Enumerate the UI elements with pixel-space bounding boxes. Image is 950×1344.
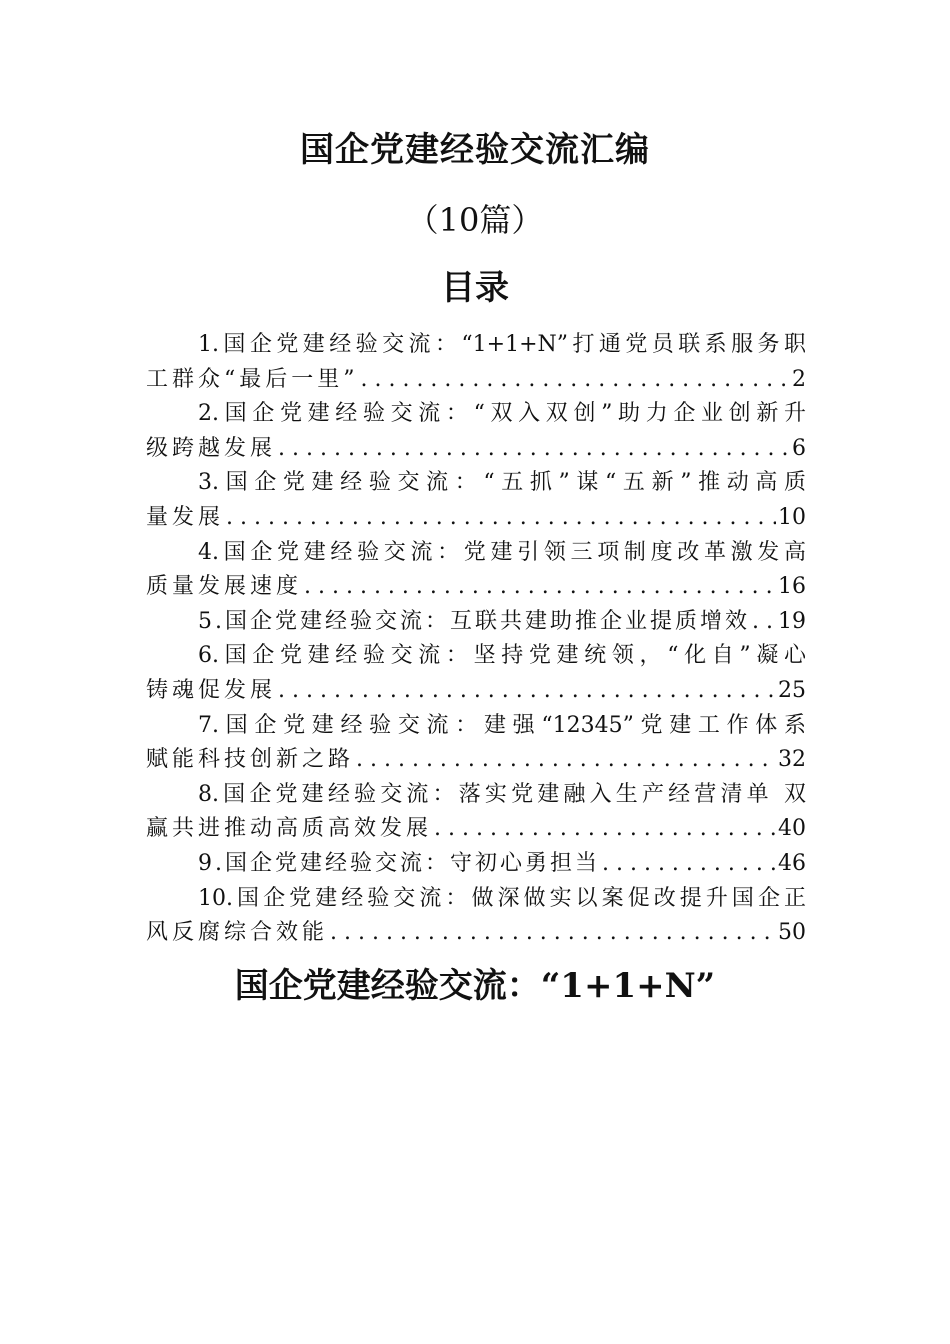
toc-entry[interactable]: [146, 328, 806, 397]
toc-page-number: 19: [778, 608, 806, 634]
toc-entry-title-continued: 风反腐综合效能: [146, 920, 329, 946]
dot-leader: [361, 363, 791, 398]
dot-leader: [304, 570, 776, 605]
toc-entry[interactable]: [146, 605, 806, 640]
toc-entry[interactable]: [146, 778, 806, 847]
dot-leader: [278, 432, 790, 467]
toc-entry-title-continued: 质量发展速度: [146, 574, 303, 600]
toc-entry[interactable]: [146, 847, 806, 882]
dot-leader: [752, 605, 776, 640]
toc-page-number: 6: [792, 435, 806, 461]
toc-entry-title: 10.国企党建经验交流：做深做实以案促改提升国企正: [198, 885, 806, 911]
toc-page-number: 10: [778, 504, 806, 530]
toc-entry-title: 3.国企党建经验交流：“五抓”谋“五新”推动高质: [198, 470, 806, 496]
toc-heading: 目录: [441, 268, 509, 308]
toc-entry-title: 5.国企党建经验交流：互联共建助推企业提质增效: [198, 608, 750, 634]
section-heading: 国企党建经验交流：“1+1+N”: [234, 966, 716, 1006]
document-subtitle: （10篇）: [406, 201, 544, 239]
toc-entry[interactable]: [146, 397, 806, 466]
toc-entry-title: 6.国企党建经验交流：坚持党建统领，“化自”凝心: [198, 643, 806, 669]
toc-entry-title-continued: 赢共进推动高质高效发展: [146, 816, 433, 842]
dot-leader: [226, 501, 776, 536]
toc-entry[interactable]: [146, 882, 806, 951]
toc-page-number: 32: [778, 747, 806, 773]
toc-entry-title-continued: 赋能科技创新之路: [146, 747, 355, 773]
toc-entry-title: 4.国企党建经验交流：党建引领三项制度改革激发高: [198, 539, 806, 565]
table-of-contents: [146, 328, 806, 951]
toc-page-number: 25: [778, 677, 806, 703]
toc-entry[interactable]: [146, 639, 806, 708]
dot-leader: [330, 916, 776, 951]
dot-leader: [434, 812, 776, 847]
toc-page-number: 2: [792, 366, 806, 392]
dot-leader: [356, 743, 776, 778]
toc-page-number: 46: [778, 850, 806, 876]
toc-entry-title: 2.国企党建经验交流：“双入双创”助力企业创新升: [198, 401, 806, 427]
toc-entry-title-continued: 工群众“最后一里”: [146, 366, 359, 392]
toc-entry-title: 9.国企党建经验交流：守初心勇担当: [198, 850, 600, 876]
toc-page-number: 16: [778, 574, 806, 600]
toc-entry[interactable]: [146, 709, 806, 778]
toc-page-number: 50: [778, 920, 806, 946]
document-title: 国企党建经验交流汇编: [300, 130, 650, 170]
toc-entry-title-continued: 级跨越发展: [146, 435, 277, 461]
toc-entry-title: 1.国企党建经验交流：“1+1+N”打通党员联系服务职: [198, 332, 806, 357]
toc-entry[interactable]: [146, 466, 806, 535]
toc-entry[interactable]: [146, 536, 806, 605]
dot-leader: [278, 674, 776, 709]
toc-entry-title-continued: 量发展: [146, 504, 225, 530]
toc-page-number: 40: [778, 816, 806, 842]
toc-entry-title: 8.国企党建经验交流：落实党建融入生产经营清单 双: [198, 781, 806, 807]
toc-entry-title: 7.国企党建经验交流：建强“12345”党建工作体系: [198, 712, 806, 738]
toc-entry-title-continued: 铸魂促发展: [146, 677, 277, 703]
dot-leader: [602, 847, 776, 882]
